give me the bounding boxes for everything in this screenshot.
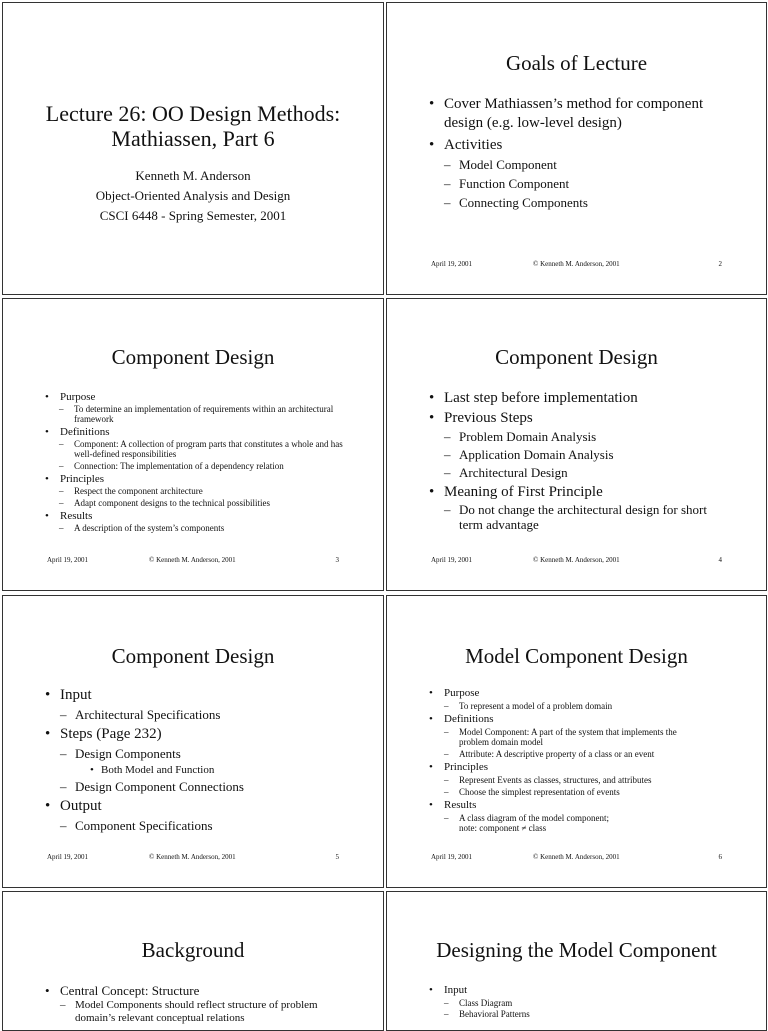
footer-date: April 19, 2001 (431, 556, 473, 564)
footer-date: April 19, 2001 (431, 853, 473, 861)
list-item-label: Activities (444, 137, 503, 153)
slide-footer (47, 556, 339, 565)
list-item (45, 797, 347, 835)
slide-3 (2, 298, 384, 591)
sub-item: – Function Component (444, 175, 730, 193)
sub-item: – A description of the system’s components (59, 523, 343, 533)
slide-title: Goals of Lecture (505, 51, 648, 75)
list-item-label: Previous Steps (444, 410, 533, 426)
sub-item: – Attribute: A descriptive property of a class or an event (444, 749, 706, 759)
sub-item: – Behavioral Patterns (444, 1009, 726, 1019)
sub-item: – To represent a model of a problem domain (444, 701, 706, 711)
sub-item: – Represent Events as classes, structures, and attributes (444, 775, 706, 785)
list-item-label: Principles (444, 761, 488, 773)
list-item (429, 409, 730, 482)
footer-copyright: © Kenneth M. Anderson, 2001 (533, 556, 620, 564)
list-item (45, 510, 343, 533)
sub-item-label: Design Components (75, 746, 181, 761)
sub-item: – Connecting Components (444, 194, 730, 212)
bullet-list (429, 95, 730, 212)
footer-date: April 19, 2001 (47, 853, 89, 861)
list-item (45, 473, 343, 508)
sub-item: – Application Domain Analysis (444, 446, 730, 464)
sub-item-line: note: component ≠ class (459, 823, 547, 833)
slide-5 (2, 595, 384, 888)
title-line-1: Lecture 26: OO Design Methods: (45, 101, 341, 126)
slide-title: Component Design (111, 345, 275, 369)
bullet-list (45, 982, 343, 1025)
page-number: 5 (335, 853, 339, 861)
footer-copyright: © Kenneth M. Anderson, 2001 (533, 853, 620, 861)
list-item-label: Principles (60, 473, 104, 485)
sub-item: – Design Component Connections (60, 778, 347, 796)
page-number: 4 (718, 556, 722, 564)
sub-item: – Model Component: A part of the system that implements the problem domain model (444, 727, 706, 747)
list-item: • Cover Mathiassen’s method for component design (e.g. low-level design) (429, 95, 730, 133)
slide-2 (386, 2, 767, 295)
footer-copyright: © Kenneth M. Anderson, 2001 (533, 260, 620, 268)
list-item-label: Steps (Page 232) (60, 726, 162, 742)
list-item (45, 982, 343, 1025)
list-item: • Last step before implementation (429, 389, 730, 408)
list-item-label: Purpose (444, 687, 480, 699)
list-item (429, 483, 730, 532)
list-item (45, 426, 343, 471)
bullet-list (429, 389, 730, 532)
bullet-list (429, 984, 726, 1019)
sub-item: – Architectural Specifications (60, 706, 347, 724)
list-item (429, 984, 726, 1019)
list-item-label: Definitions (444, 713, 494, 725)
sub-item: – Component Specifications (60, 817, 347, 835)
list-item (45, 686, 347, 724)
slide-title: Background (141, 938, 245, 962)
author: Kenneth M. Anderson (135, 168, 251, 183)
list-item-label: Input (60, 687, 92, 703)
footer-copyright: © Kenneth M. Anderson, 2001 (149, 556, 236, 564)
slide-6 (386, 595, 767, 888)
slide-footer (47, 853, 339, 862)
list-item-label: Output (60, 798, 102, 814)
bullet-list (45, 391, 343, 533)
sub-sub-item: • Both Model and Function (90, 763, 347, 778)
slide-title: Component Design (111, 644, 275, 668)
sub-item-line: – A class diagram of the model component; (459, 813, 609, 823)
bullet-list (429, 687, 706, 833)
sub-item: – Adapt component designs to the technical possibilities (59, 498, 343, 508)
list-item (429, 136, 730, 212)
list-item-label: Meaning of First Principle (444, 484, 603, 500)
page-number: 2 (718, 260, 722, 268)
slide-title (3, 101, 383, 151)
footer-date: April 19, 2001 (431, 260, 473, 268)
slide-footer (431, 260, 722, 269)
sub-item (444, 813, 706, 833)
slide-7 (2, 891, 384, 1031)
slide-4 (386, 298, 767, 591)
sub-item: – Model Component (444, 156, 730, 174)
slide-title: Component Design (495, 345, 658, 369)
list-item (45, 391, 343, 424)
sub-item: – Component: A collection of program parts that constitutes a whole and has well-defined responsibilities (59, 439, 343, 459)
slide-footer (431, 853, 722, 862)
slide-title: Designing the Model Component (436, 938, 717, 962)
list-item-label: Central Concept: Structure (60, 983, 200, 998)
sub-item: – Model Components should reflect structure of problem domain’s relevant conceptual relations (60, 999, 343, 1025)
list-item (45, 725, 347, 796)
course: Object-Oriented Analysis and Design (95, 188, 291, 203)
list-item-label: Purpose (60, 391, 96, 403)
sub-item: – To determine an implementation of requirements within an architectural framework (59, 404, 343, 424)
footer-copyright: © Kenneth M. Anderson, 2001 (149, 853, 236, 861)
list-item (429, 799, 706, 833)
sub-item: – Do not change the architectural design for short term advantage (444, 502, 730, 532)
slide-8 (386, 891, 767, 1031)
list-item (429, 713, 706, 759)
page-number: 3 (335, 556, 339, 564)
list-item-label: Input (444, 984, 468, 996)
slide-title: Model Component Design (465, 644, 688, 668)
sub-item: – Respect the component architecture (59, 486, 343, 496)
slide-1 (2, 2, 384, 295)
sub-item: – Architectural Design (444, 464, 730, 482)
list-item-label: Definitions (60, 426, 110, 438)
title-line-2: Mathiassen, Part 6 (111, 126, 275, 151)
list-item-label: Results (60, 510, 93, 522)
sub-item: – Problem Domain Analysis (444, 428, 730, 446)
list-item (429, 761, 706, 797)
bullet-list (45, 686, 347, 835)
term: CSCI 6448 - Spring Semester, 2001 (99, 208, 287, 223)
sub-item: – Choose the simplest representation of events (444, 787, 706, 797)
page-number: 6 (718, 853, 722, 861)
sub-item (60, 745, 347, 778)
sub-item: – Connection: The implementation of a dependency relation (59, 461, 343, 471)
list-item-label: Results (444, 799, 477, 811)
list-item (429, 687, 706, 711)
sub-item: – Class Diagram (444, 998, 726, 1008)
slide-footer (431, 556, 722, 565)
footer-date: April 19, 2001 (47, 556, 89, 564)
